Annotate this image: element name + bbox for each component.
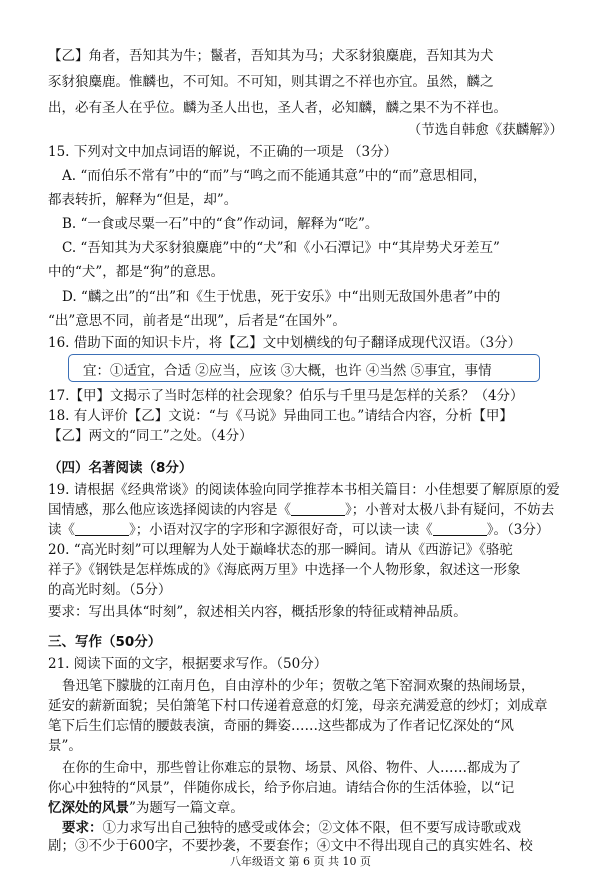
q21-req-line-2: 剧；③不少于600字，不要抄袭，不要套作；④文中不得出现自己的真实姓名、校: [48, 838, 533, 854]
q21-passage-line-2: 延安的薪新面貌；吴伯箫笔下村口传递着意意的灯笼，母亲充满爱意的纱灯；刘成章: [48, 698, 548, 714]
q15-stem: 15. 下列对文中加点词语的解说，不正确的一项是 （3分）: [48, 144, 398, 160]
q15-option-c-line-2: 中的“犬”，都是“狗”的意思。: [48, 264, 225, 280]
yi-text-line-3: 出，必有圣人在乎位。麟为圣人出也，圣人者，必知麟，麟之果不为不祥也。: [48, 100, 507, 116]
essay-title: 忆深处的风景: [48, 800, 129, 816]
section-3-heading: 三、写作（50分）: [48, 634, 162, 650]
q21-prompt-line-2: 你心中独特的“风景”，伴随你成长，给予你启迪。请结合你的生活体验，以“记: [48, 780, 515, 796]
yi-source: （节选自韩愈《获麟解》）: [407, 122, 563, 138]
yi-text-line-1: 【乙】角者，吾知其为牛；鬣者，吾知其为马；犬豕豺狼麋鹿，吾知其为犬: [48, 48, 494, 64]
q19-blank-1[interactable]: [291, 501, 345, 516]
q21-prompt-line-3: 忆深处的风景”为题写一篇文章。: [48, 800, 244, 816]
q21-req-line-1: 要求：①力求写出自己独特的感受或体会；②文体不限，但不要写成诗歌或戏: [62, 820, 521, 836]
q19-blank-3[interactable]: [433, 521, 487, 536]
q15-option-a-line-2: 都表转折，解释为“但是，却”。: [48, 192, 238, 208]
q15-option-d-line-1: D. “麟之出”的“出”和《生于忧患，死于安乐》中“出则无敌国外患者”中的: [62, 289, 501, 305]
yi-text-line-2: 豕豺狼麋鹿。惟麟也，不可知。不可知，则其谓之不祥也亦宜。虽然，麟之: [48, 74, 494, 90]
q21-passage-line-4: 景”。: [48, 738, 82, 754]
q19-blank-2[interactable]: [75, 521, 129, 536]
q20-line-2: 祥子》《钢铁是怎样炼成的》《海底两万里》中选择一个人物形象，叙述这一形象: [48, 562, 521, 578]
q18-line-2: 【乙】两文的“同工”之处。（4分）: [48, 428, 253, 444]
q21-prompt-line-1: 在你的生命中，那些曾让你难忘的景物、场景、风俗、物件、人……都成为了: [62, 760, 521, 776]
q15-option-c-line-1: C. “吾知其为犬豕豺狼麋鹿”中的“犬”和《小石潭记》中“其岸势犬牙差互”: [62, 240, 500, 256]
q21-passage-line-1: 鲁迅笔下朦胧的江南月色，自由淳朴的少年；贺敬之笔下窑洞欢聚的热闹场景，: [62, 678, 535, 694]
knowledge-card: [68, 354, 540, 382]
q15-option-d-line-2: “出”意思不同，前者是“出现”，后者是“在国外”。: [48, 313, 346, 329]
q19-line-1: 19. 请根据《经典常谈》的阅读体验向同学推荐本书相关篇目：小佳想要了解原原的爱: [48, 482, 560, 498]
q19-line-2: 国情感，那么他应该选择阅读的内容是《 》；小普对太极八卦有疑问，不妨去: [48, 502, 555, 518]
q17: 17.【甲】文揭示了当时怎样的社会现象？伯乐与千里马是怎样的关系？（4分）: [48, 388, 524, 404]
q15-option-a-line-1: A. “而伯乐不常有”中的“而”与“鸣之而不能通其意”中的“而”意思相同，: [62, 168, 487, 184]
q18-line-1: 18. 有人评价【乙】文说：“与《马说》异曲同工也。”请结合内容，分析【甲】: [48, 408, 513, 424]
q19-line-3: 读《 》；小语对汉字的字形和字源很好奇，可以读一读《 》。（3分）: [48, 522, 550, 538]
knowledge-card-text: 宜：①适宜，合适 ②应当，应该 ③大概，也许 ④当然 ⑤事宜，事情: [83, 363, 492, 379]
q21-stem: 21. 阅读下面的文字，根据要求写作。（50分）: [48, 656, 328, 672]
q16-stem: 16. 借助下面的知识卡片，将【乙】文中划横线的句子翻译成现代汉语。（3分）: [48, 335, 522, 351]
q20-requirement: 要求：写出具体“时刻”，叙述相关内容，概括形象的特征或精神品质。: [48, 604, 467, 620]
q20-line-3: 的高光时刻。（5分）: [48, 582, 172, 598]
section-4-heading: （四）名著阅读（8分）: [48, 460, 193, 476]
q15-option-b: B. “一食或尽粟一石”中的“食”作动词，解释为“吃”。: [62, 216, 379, 232]
page-footer: 八年级语文 第 6 页 共 10 页: [230, 855, 371, 868]
q21-passage-line-3: 笔下后生们忘情的腰鼓表演，奇丽的舞姿……这些都成为了作者记忆深处的“风: [48, 718, 514, 734]
q20-line-1: 20. “高光时刻”可以理解为人处于巅峰状态的那一瞬间。请从《西游记》《骆驼: [48, 542, 513, 558]
